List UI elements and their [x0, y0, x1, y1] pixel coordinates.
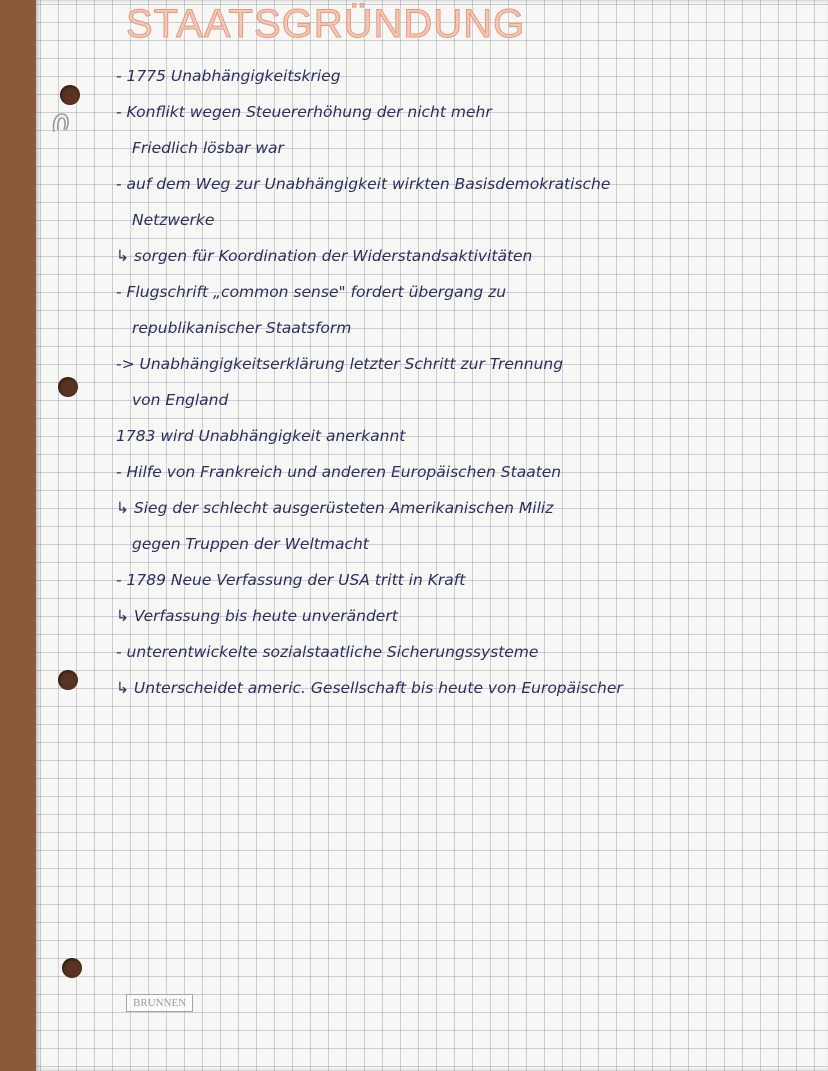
note-line: ↳ Unterscheidet americ. Gesellschaft bis heute von Europäischer: [116, 679, 623, 697]
note-line: von England: [132, 391, 229, 409]
note-line: - 1775 Unabhängigkeitskrieg: [116, 67, 341, 85]
note-line: Friedlich lösbar war: [132, 139, 284, 157]
note-line: Netzwerke: [132, 211, 215, 229]
note-line: gegen Truppen der Weltmacht: [132, 535, 369, 553]
note-line: ↳ Sieg der schlecht ausgerüsteten Amerikanischen Miliz: [116, 499, 554, 517]
note-line: - Flugschrift „common sense" fordert übergang zu: [116, 283, 507, 301]
note-line: - 1789 Neue Verfassung der USA tritt in Kraft: [116, 571, 466, 589]
notes-list: [116, 58, 796, 706]
paper-clip-icon: [48, 108, 78, 138]
punch-hole: [58, 377, 78, 397]
brand-logo: BRUNNEN: [126, 994, 193, 1012]
note-line: - Hilfe von Frankreich und anderen Europäischen Staaten: [116, 463, 562, 481]
page-title: STAATSGRÜNDUNG: [126, 2, 526, 46]
punch-hole: [58, 670, 78, 690]
grid-paper-sheet: [36, 0, 828, 1071]
note-line: ↳ Verfassung bis heute unverändert: [116, 607, 398, 625]
note-line: - Konflikt wegen Steuererhöhung der nicht mehr: [116, 103, 492, 121]
note-line: republikanischer Staatsform: [132, 319, 352, 337]
note-line: - unterentwickelte sozialstaatliche Sicherungssysteme: [116, 643, 539, 661]
note-line: -> Unabhängigkeitserklärung letzter Schritt zur Trennung: [116, 355, 564, 373]
note-line: 1783 wird Unabhängigkeit anerkannt: [116, 427, 406, 445]
punch-hole: [60, 85, 80, 105]
note-line: - auf dem Weg zur Unabhängigkeit wirkten Basisdemokratische: [116, 175, 611, 193]
note-line: ↳ sorgen für Koordination der Widerstandsaktivitäten: [116, 247, 533, 265]
punch-hole: [62, 958, 82, 978]
